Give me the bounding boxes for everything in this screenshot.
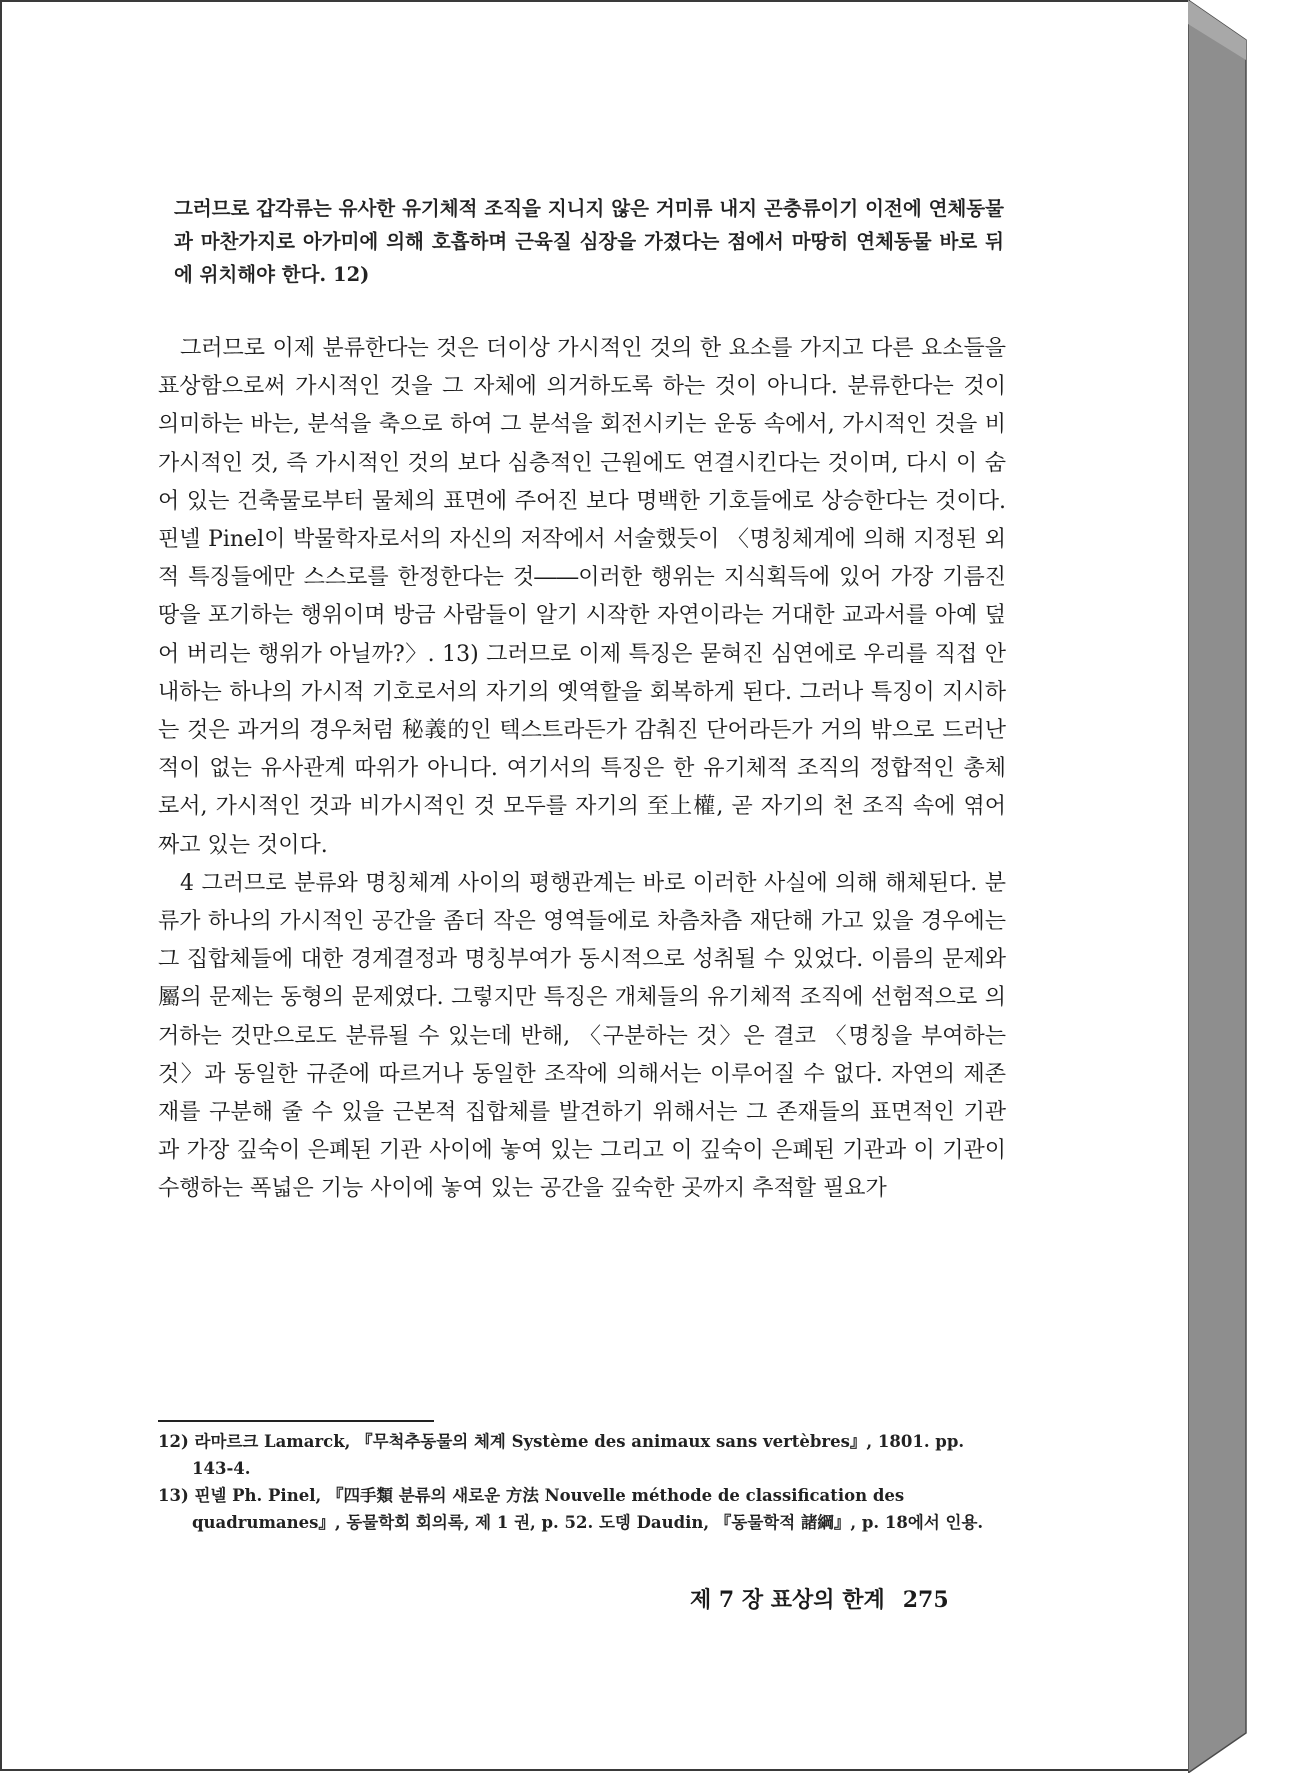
paragraph: 그러므로 이제 분류한다는 것은 더이상 가시적인 것의 한 요소를 가지고 다른 요소들을 표상함으로써 가시적인 것을 그 자체에 의거하도록 하는 것이 아니다. 분류한다는 것이 의미하는 바는, 분석을 축으로 하여 그 분석을 회전시키는 운동 속에서, 가시적인 것을 비가시적인 것, 즉 가시적인 것의 보다 심층적인 근원에도 연결시킨다는 것이며, 다시 이 숨어 있는 건축물로부터 물체의 표면에 주어진 보다 명백한 기호들에로 상승한다는 것이다. 핀넬 Pinel이 박물학자로서의 자신의 저작에서 서술했듯이 〈명칭체계에 의해 지정된 외적 특징들에만 스스로를 한정한다는 것――이러한 행위는 지식획득에 있어 가장 기름진 땅을 포기하는 행위이며 방금 사람들이 알기 시작한 자연이라는 거대한 교과서를 아예 덮어 버리는 행위가 아닐까?〉. 13) 그러므로 이제 특징은 묻혀진 심연에로 우리를 직접 안내하는 하나의 가시적 기호로서의 자기의 옛역할을 회복하게 된다. 그러나 특징이 지시하는 것은 과거의 경우처럼 秘義的인 텍스트라든가 감춰진 단어라든가 거의 밖으로 드러난 적이 없는 유사관계 따위가 아니다. 여기서의 특징은 한 유기체적 조직의 정합적인 총체로서, 가시적인 것과 비가시적인 것 모두를 자기의 至上權, 곧 자기의 천 조직 속에 엮어 짜고 있는 것이다. bbox=[158, 336, 1006, 858]
body-text bbox=[158, 330, 1006, 1209]
block-quote: 그러므로 갑각류는 유사한 유기체적 조직을 지니지 않은 거미류 내지 곤충류이기 이전에 연체동물과 마찬가지로 아가미에 의해 호흡하며 근육질 심장을 가졌다는 점에서 마땅히 연체동물 바로 뒤에 위치해야 한다. 12) bbox=[174, 197, 1004, 286]
footnote-divider bbox=[158, 1420, 434, 1422]
paragraph: 4 그러므로 분류와 명칭체계 사이의 평행관계는 바로 이러한 사실에 의해 해체된다. 분류가 하나의 가시적인 공간을 좀더 작은 영역들에로 차츰차츰 재단해 가고 있을 경우에는 그 집합체들에 대한 경계결정과 명칭부여가 동시적으로 성취될 수 있었다. 이름의 문제와 屬의 문제는 동형의 문제였다. 그렇지만 특징은 개체들의 유기체적 조직에 선험적으로 의거하는 것만으로도 분류될 수 있는데 반해, 〈구분하는 것〉은 결코 〈명칭을 부여하는 것〉과 동일한 규준에 따르거나 동일한 조작에 의해서는 이루어질 수 없다. 자연의 제존재를 구분해 줄 수 있을 근본적 집합체를 발견하기 위해서는 그 존재들의 표면적인 기관과 가장 깊숙이 은폐된 기관 사이에 놓여 있는 그리고 이 깊숙이 은폐된 기관과 이 기관이 수행하는 폭넓은 기능 사이에 놓여 있는 공간을 깊숙한 곳까지 추적할 필요가 bbox=[158, 870, 1006, 1202]
running-footer bbox=[690, 1583, 1010, 1614]
footnote: 12) 라마르크 Lamarck, 『무척추동물의 체계 Système des animaux sans vertèbres』, 1801. pp. 143-4. bbox=[158, 1432, 965, 1478]
footnote: 13) 핀넬 Ph. Pinel, 『四手類 분류의 새로운 方法 Nouvelle méthode de classification des quadrumanes』, 동물학회 회의록, 제 1 권, p. 52. 도뎅 Daudin, 『동물학적 諸綱』, p. 18에서 인용. bbox=[158, 1486, 984, 1532]
page-number: 275 bbox=[902, 1587, 949, 1613]
footnotes bbox=[158, 1428, 1006, 1536]
page-edge-shadow bbox=[1188, 0, 1260, 1773]
chapter-title: 제 7 장 표상의 한계 bbox=[690, 1587, 885, 1613]
